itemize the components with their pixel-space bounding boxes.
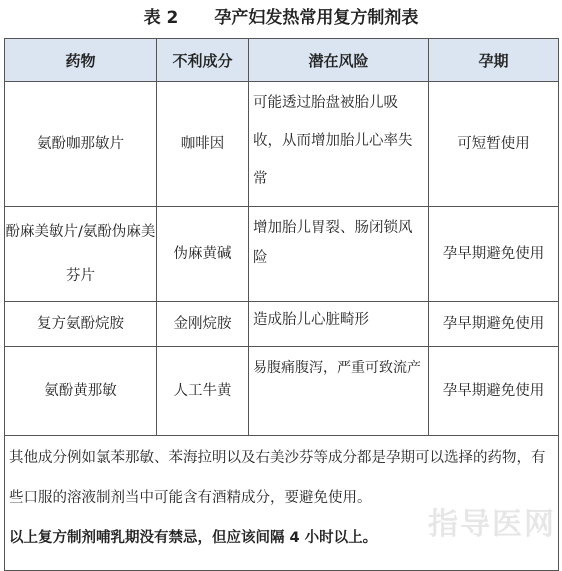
ingredient-cell: 金刚烷胺	[157, 302, 249, 347]
header-ingredient: 不利成分	[157, 39, 249, 82]
risk-cell: 易腹痛腹泻，严重可致流产	[249, 347, 429, 436]
drug-cell: 酚麻美敏片/氨酚伪麻美芬片	[5, 207, 157, 302]
table-title	[0, 4, 562, 32]
note-text: 其他成分例如氯苯那敏、苯海拉明以及右美沙芬等成分都是孕期可以选择的药物，有些口服的溶液制剂当中可能含有酒精成分，要避免使用。	[9, 450, 546, 506]
risk-cell: 可能透过胎盘被胎儿吸收，从而增加胎儿心率失常	[249, 82, 429, 207]
table-row	[5, 207, 559, 302]
table-row	[5, 82, 559, 207]
table-number: 表 2	[143, 8, 179, 28]
header-row	[5, 39, 559, 82]
drug-cell: 复方氨酚烷胺	[5, 302, 157, 347]
period-cell: 孕早期避免使用	[429, 207, 559, 302]
note-bold-text: 以上复方制剂哺乳期没有禁忌，但应该间隔 4 小时以上。	[9, 530, 378, 546]
risk-cell: 增加胎儿胃裂、肠闭锁风险	[249, 207, 429, 302]
table-title-text: 孕产妇发热常用复方制剂表	[214, 8, 419, 28]
period-cell: 可短暂使用	[429, 82, 559, 207]
header-risk: 潜在风险	[249, 39, 429, 82]
ingredient-cell: 咖啡因	[157, 82, 249, 207]
header-drug: 药物	[5, 39, 157, 82]
period-cell: 孕早期避免使用	[429, 302, 559, 347]
period-cell: 孕早期避免使用	[429, 347, 559, 436]
ingredient-cell: 伪麻黄碱	[157, 207, 249, 302]
watermark-logo: 指导医网	[428, 507, 556, 542]
risk-cell: 造成胎儿心脏畸形	[249, 302, 429, 347]
drug-cell: 氨酚黄那敏	[5, 347, 157, 436]
drug-table	[4, 38, 559, 571]
drug-cell: 氨酚咖那敏片	[5, 82, 157, 207]
table-row	[5, 347, 559, 436]
ingredient-cell: 人工牛黄	[157, 347, 249, 436]
header-period: 孕期	[429, 39, 559, 82]
table-row	[5, 302, 559, 347]
